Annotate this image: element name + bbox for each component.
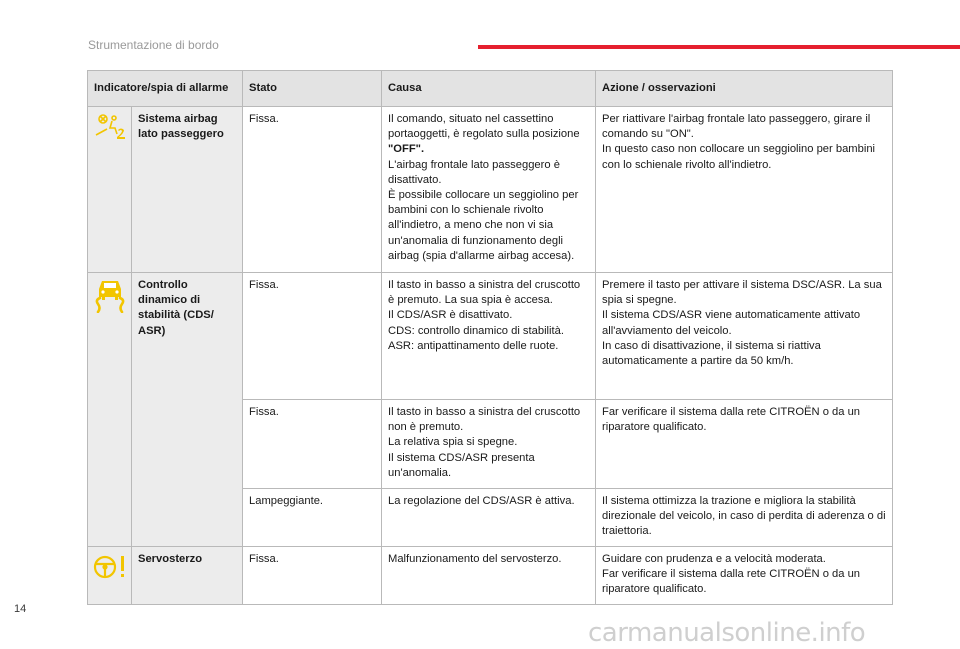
cause-line: Il tasto in basso a sinistra del cruscotto è premuto. La sua spia è accesa. [388,279,581,307]
row-action [596,547,893,605]
row-action [596,273,893,400]
row-name: Controllo dinamico di stabilità (CDS/ ASR) [132,273,243,547]
action-line: Premere il tasto per attivare il sistema DSC/ASR. La sua spia si spegne. [602,279,882,307]
row-action [596,107,893,273]
column-header-cause: Causa [382,71,596,107]
action-line: Per riattivare l'airbag frontale lato passeggero, girare il comando su "ON". [602,113,871,141]
row-cause [382,273,596,400]
row-icon-cell [88,547,132,605]
cause-line: Il sistema CDS/ASR presenta un'anomalia. [388,451,535,479]
row-icon-cell [88,273,132,547]
row-action [596,489,893,547]
column-header-state: Stato [243,71,382,107]
cause-line: L'airbag frontale lato passeggero è disattivato. [388,158,560,186]
row-name: Servosterzo [132,547,243,605]
column-header-indicator: Indicatore/spia di allarme [88,71,243,107]
table-header-row [88,71,893,107]
cause-line: ASR: antipattinamento delle ruote. [388,339,559,352]
page-number: 14 [14,603,27,615]
action-line: In questo caso non collocare un seggiolino per bambini con lo schienale rivolto all'indietro. [602,143,876,171]
cause-line: Malfunzionamento del servosterzo. [388,553,562,565]
row-state: Fissa. [243,547,382,605]
cause-line: CDS: controllo dinamico di stabilità. [388,324,564,337]
row-cause [382,489,596,547]
power-steering-warning-icon [92,553,128,581]
warning-lights-table [87,70,893,605]
cause-line: Il comando, situato nel cassettino portaoggetti, è regolato sulla posizione [388,113,580,141]
cause-line: È possibile collocare un seggiolino per bambini con lo schienale rivolto all'indietro, a meno che non vi sia un'anomalia di funzionamento degli airbag (spia d'allarme airbag accesa). [388,189,579,262]
action-line: Il sistema CDS/ASR viene automaticamente attivato all'avviamento del veicolo. [602,309,861,337]
cause-line: "OFF". [388,143,425,156]
stability-control-icon [94,279,126,313]
cause-line: Il CDS/ASR è disattivato. [388,309,513,322]
action-line: Far verificare il sistema dalla rete CITROËN o da un riparatore qualificato. [602,406,861,434]
row-state: Lampeggiante. [243,489,382,547]
section-title: Strumentazione di bordo [88,38,219,52]
row-icon-cell [88,107,132,273]
table-row [88,107,893,273]
cause-line: La regolazione del CDS/ASR è attiva. [388,495,575,507]
header-accent-bar [478,45,960,49]
row-cause [382,400,596,489]
action-line: Far verificare il sistema dalla rete CITROËN o da un riparatore qualificato. [602,568,861,596]
table-row [88,547,893,605]
table-row [88,273,893,400]
cause-line: La relativa spia si spegne. [388,436,518,449]
row-cause [382,547,596,605]
action-line: In caso di disattivazione, il sistema si riattiva automaticamente a partire da 50 km/h. [602,339,821,368]
cause-line: Il tasto in basso a sinistra del cruscotto non è premuto. [388,406,581,434]
row-name: Sistema airbag lato passeggero [132,107,243,273]
column-header-action: Azione / osservazioni [596,71,893,107]
airbag-off-icon [93,113,127,143]
row-state: Fissa. [243,400,382,489]
row-state: Fissa. [243,107,382,273]
action-line: Guidare con prudenza e a velocità moderata. [602,553,826,565]
row-cause [382,107,596,273]
action-line: Il sistema ottimizza la trazione e migliora la stabilità direzionale del veicolo, in caso di perdita di aderenza o di traiettoria. [602,495,886,538]
watermark: carmanualsonline.info [588,618,866,648]
row-action [596,400,893,489]
row-state: Fissa. [243,273,382,400]
